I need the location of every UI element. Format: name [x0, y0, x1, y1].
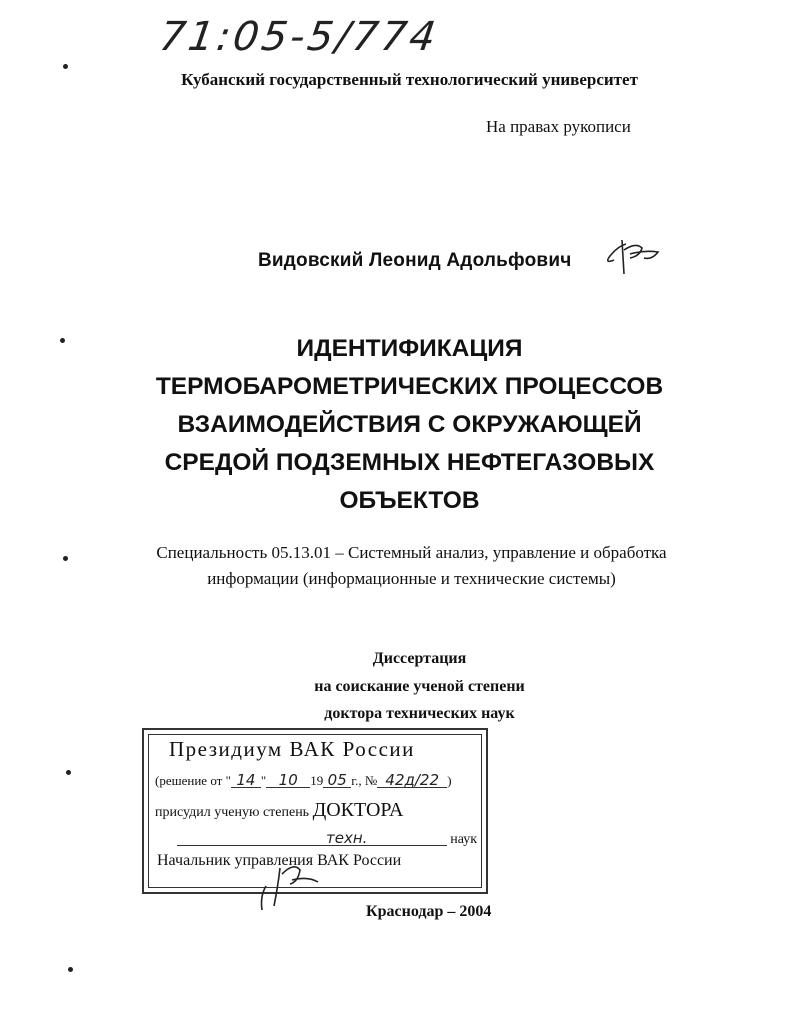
stamp-year: 05	[323, 773, 351, 788]
city-year: Краснодар – 2004	[366, 903, 492, 920]
stamp-closing: )	[447, 773, 452, 788]
stamp-degree: ДОКТОРА	[312, 799, 404, 821]
dissertation-title	[0, 330, 799, 520]
degree-line: на соискание ученой степени	[314, 677, 525, 695]
dissertation-degree	[0, 645, 799, 728]
stamp-sciences-word: наук	[450, 832, 477, 847]
title-line: ИДЕНТИФИКАЦИЯ	[296, 335, 523, 362]
stamp-field-line	[177, 831, 477, 848]
title-line: ОБЪЕКТОВ	[339, 487, 480, 514]
stamp-decision-line	[155, 773, 452, 789]
degree-line: Диссертация	[372, 650, 467, 667]
author-name: Видовский Леонид Адольфович	[258, 250, 572, 271]
specialty-line: информации (информационные и технические системы)	[207, 569, 616, 588]
stamp-year-prefix: 19	[310, 773, 324, 788]
university-name: Кубанский государственный технологический университет	[181, 70, 638, 89]
stamp-field: техн.	[177, 831, 447, 846]
title-line: СРЕДОЙ ПОДЗЕМНЫХ НЕФТЕГАЗОВЫХ	[164, 449, 655, 476]
margin-dot	[66, 770, 71, 775]
manuscript-rights: На правах рукописи	[486, 117, 631, 136]
vak-signature	[252, 856, 342, 916]
stamp-header: Президиум ВАК России	[169, 737, 415, 761]
specialty	[0, 540, 799, 592]
margin-dot	[63, 556, 68, 561]
author-signature	[600, 234, 664, 278]
title-line: ВЗАИМОДЕЙСТВИЯ С ОКРУЖАЮЩЕЙ	[177, 411, 642, 438]
margin-dot	[63, 64, 68, 69]
stamp-quote: "	[260, 773, 267, 788]
stamp-month: 10	[266, 773, 310, 788]
archive-code: 71:05-5/774	[156, 14, 442, 60]
stamp-awarded-text: присудил ученую степень	[155, 805, 310, 820]
stamp-head-title: Начальник управления ВАК России	[157, 852, 402, 869]
stamp-decision-prefix: (решение от "	[155, 773, 231, 788]
stamp-awarded-line	[155, 799, 403, 822]
stamp-day: 14	[231, 773, 261, 788]
stamp-number-prefix: г., №	[351, 773, 378, 788]
title-line: ТЕРМОБАРОМЕТРИЧЕСКИХ ПРОЦЕССОВ	[155, 373, 664, 400]
degree-line: доктора технических наук	[324, 705, 515, 722]
margin-dot	[68, 967, 73, 972]
margin-dot	[60, 338, 65, 343]
stamp-number: 42д/22	[377, 773, 447, 788]
author-block	[258, 250, 571, 272]
specialty-line: Специальность 05.13.01 – Системный анализ, управление и обработка	[156, 543, 667, 562]
